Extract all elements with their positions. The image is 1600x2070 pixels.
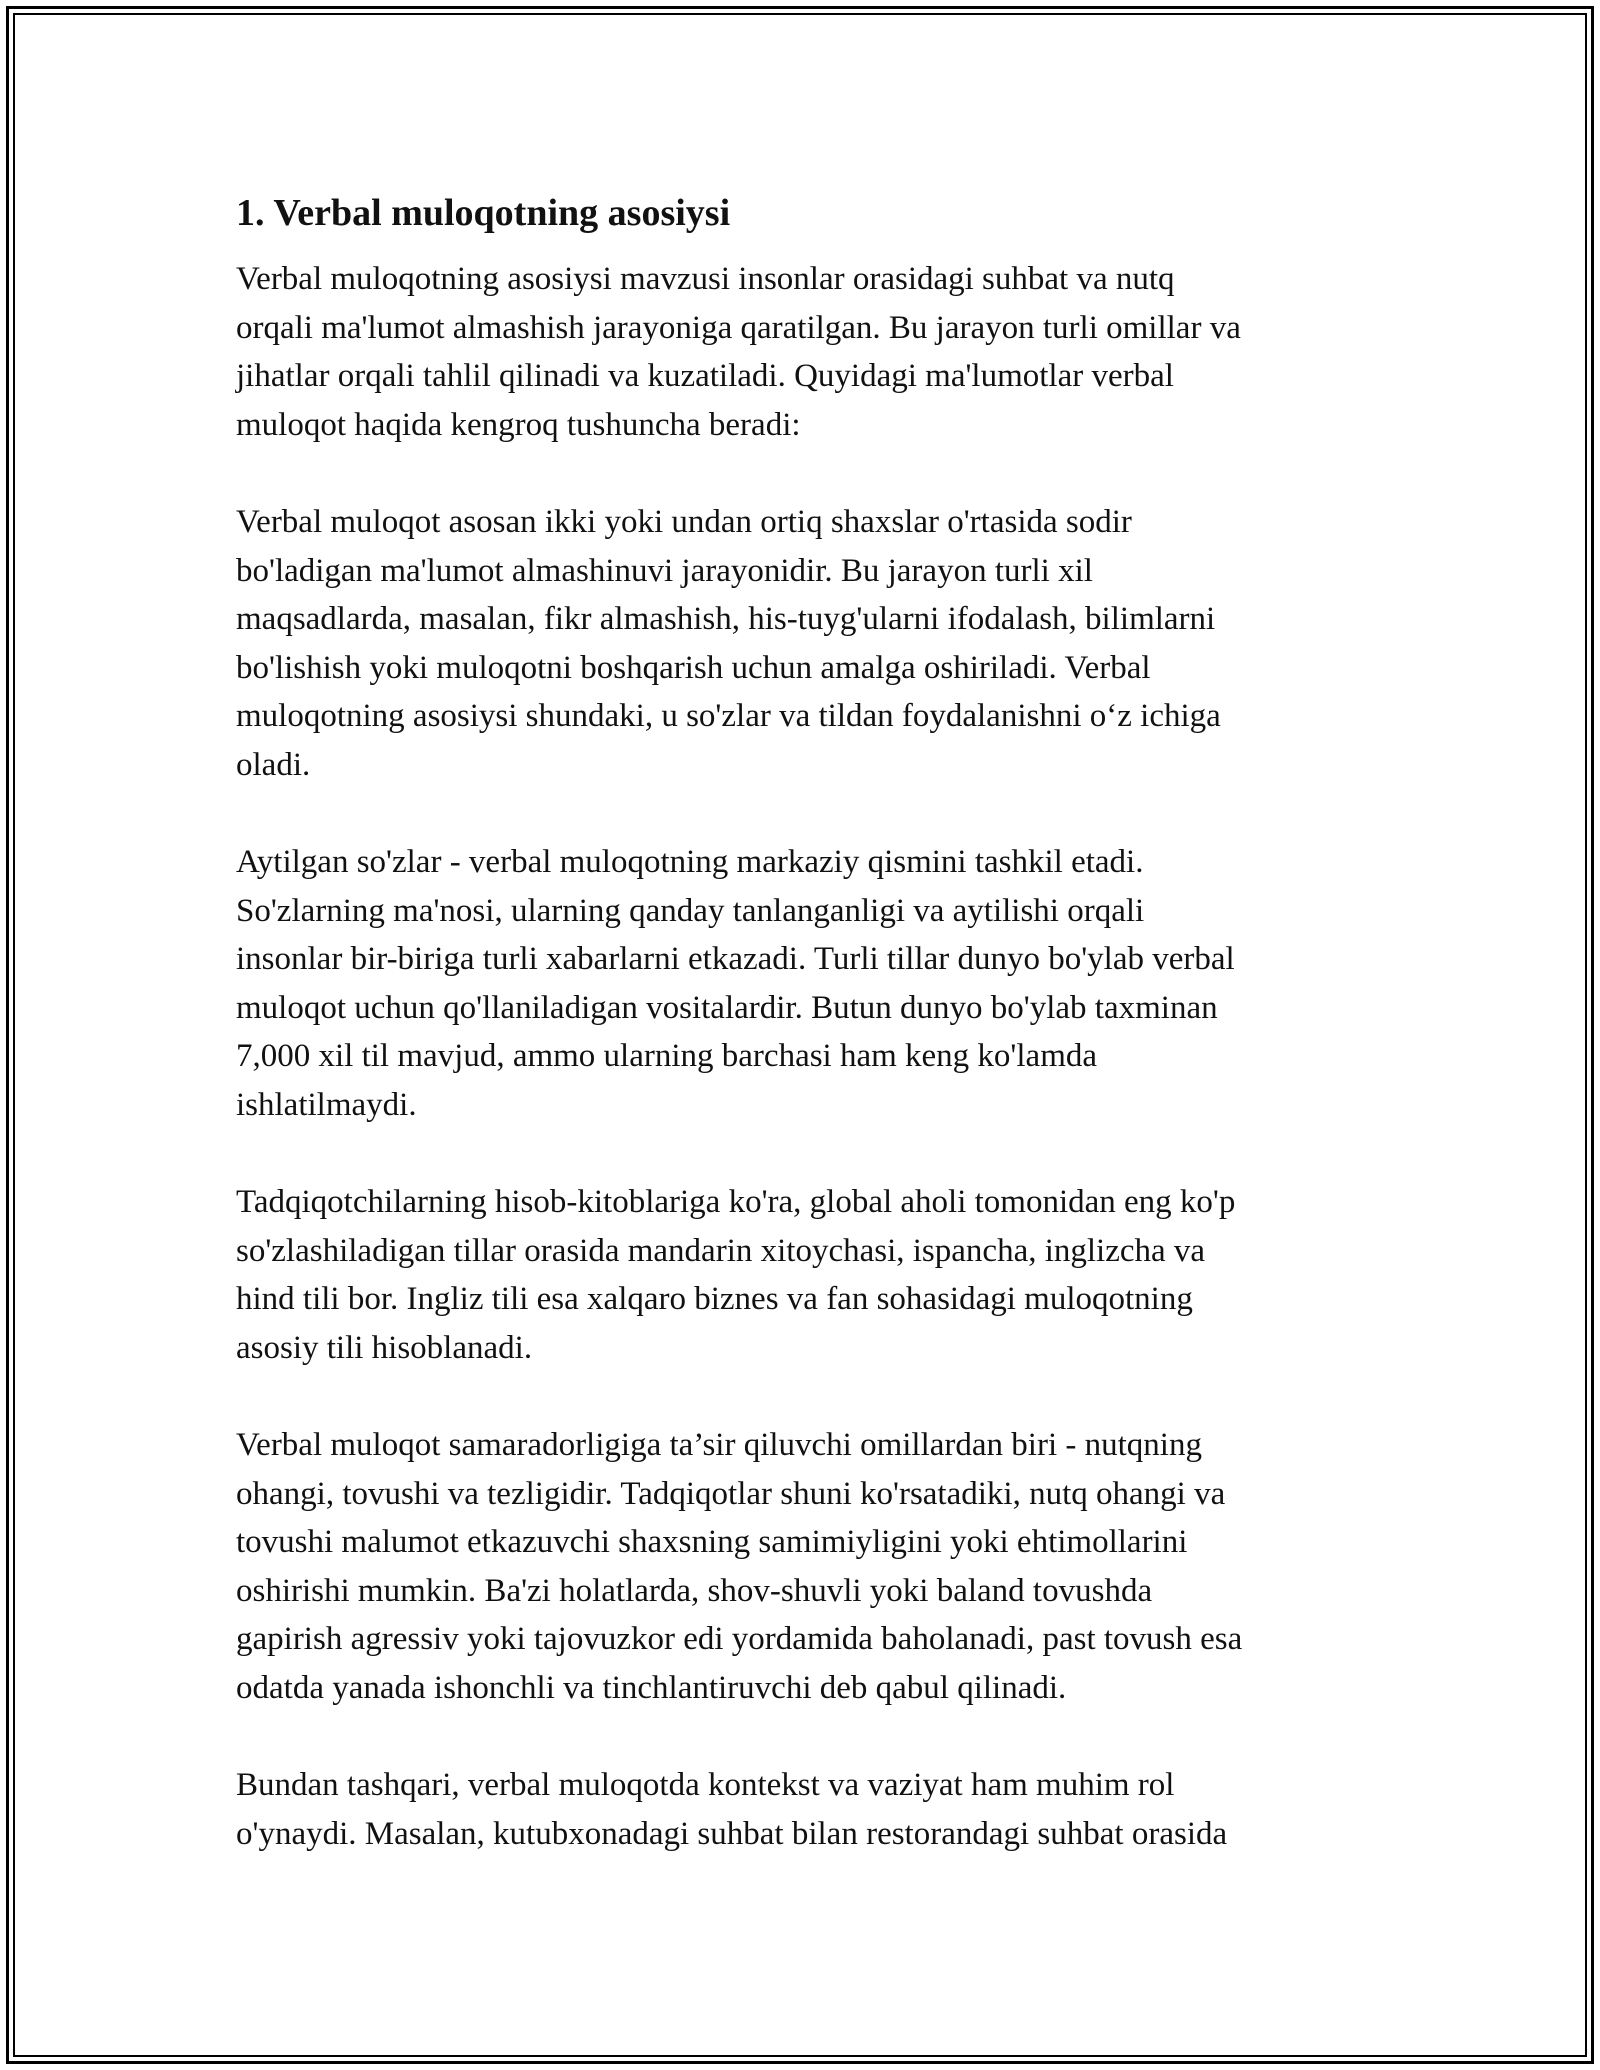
paragraph-4	[236, 1178, 1356, 1372]
text-line: o'ynaydi. Masalan, kutubxonadagi suhbat bilan restorandagi suhbat orasida	[236, 1815, 1228, 1852]
text-line: so'zlashiladigan tillar orasida mandarin xitoychasi, ispancha, inglizcha va	[236, 1232, 1206, 1269]
text-line: insonlar bir-biriga turli xabarlarni etkazadi. Turli tillar dunyo bo'ylab verbal	[236, 941, 1235, 977]
text-line: Verbal muloqot asosan ikki yoki undan ortiq shaxslar o'rtasida sodir	[236, 504, 1132, 540]
paragraph-6	[236, 1761, 1356, 1858]
text-line: 7,000 xil til mavjud, ammo ularning barchasi ham keng ko'lamda	[236, 1038, 1098, 1074]
text-line: gapirish agressiv yoki tajovuzkor edi yordamida baholanadi, past tovush esa	[236, 1621, 1243, 1657]
text-line: tovushi malumot etkazuvchi shaxsning samimiyligini yoki ehtimollarini	[236, 1524, 1188, 1560]
text-line: hind tili bor. Ingliz tili esa xalqaro biznes va fan sohasidagi muloqotning	[236, 1281, 1193, 1317]
text-line: oladi.	[236, 746, 311, 783]
text-line: oshirishi mumkin. Ba'zi holatlarda, shov-shuvli yoki baland tovushda	[236, 1572, 1153, 1609]
text-line: bo'lishish yoki muloqotni boshqarish uchun amalga oshiriladi. Verbal	[236, 649, 1151, 686]
paragraph-5	[236, 1421, 1356, 1712]
text-line: muloqot uchun qo'llaniladigan vositalardir. Butun dunyo bo'ylab taxminan	[236, 989, 1218, 1026]
text-line: jihatlar orqali tahlil qilinadi va kuzatiladi. Quyidagi ma'lumotlar verbal	[236, 358, 1174, 394]
text-line: odatda yanada ishonchli va tinchlantiruvchi deb qabul qilinadi.	[236, 1669, 1067, 1706]
text-line: ishlatilmaydi.	[236, 1086, 417, 1123]
text-line: Verbal muloqot samaradorligiga ta’sir qiluvchi omillardan biri - nutqning	[236, 1427, 1202, 1463]
text-line: maqsadlarda, masalan, fikr almashish, his-tuyg'ularni ifodalash, bilimlarni	[236, 601, 1216, 637]
text-line: So'zlarning ma'nosi, ularning qanday tanlanganligi va aytilishi orqali	[236, 892, 1145, 929]
text-line: muloqot haqida kengroq tushuncha beradi:	[236, 406, 801, 443]
document-body	[236, 189, 1356, 1907]
text-line: asosiy tili hisoblanadi.	[236, 1329, 533, 1366]
text-line: ohangi, tovushi va tezligidir. Tadqiqotlar shuni ko'rsatadiki, nutq ohangi va	[236, 1475, 1226, 1512]
paragraph-3	[236, 838, 1356, 1129]
text-line: bo'ladigan ma'lumot almashinuvi jarayonidir. Bu jarayon turli xil	[236, 552, 1093, 589]
paragraph-2	[236, 498, 1356, 789]
text-line: orqali ma'lumot almashish jarayoniga qaratilgan. Bu jarayon turli omillar va	[236, 309, 1241, 346]
paragraph-1	[236, 255, 1356, 449]
text-line: muloqotning asosiysi shundaki, u so'zlar va tildan foydalanishni o‘z ichiga	[236, 698, 1221, 734]
section-heading: 1. Verbal muloqotning asosiysi	[236, 192, 731, 234]
text-line: Aytilgan so'zlar - verbal muloqotning markaziy qismini tashkil etadi.	[236, 844, 1144, 880]
text-line: Verbal muloqotning asosiysi mavzusi insonlar orasidagi suhbat va nutq	[236, 261, 1175, 297]
text-line: Bundan tashqari, verbal muloqotda kontekst va vaziyat ham muhim rol	[236, 1767, 1175, 1803]
text-line: Tadqiqotchilarning hisob-kitoblariga ko'ra, global aholi tomonidan eng ko'p	[236, 1184, 1236, 1220]
